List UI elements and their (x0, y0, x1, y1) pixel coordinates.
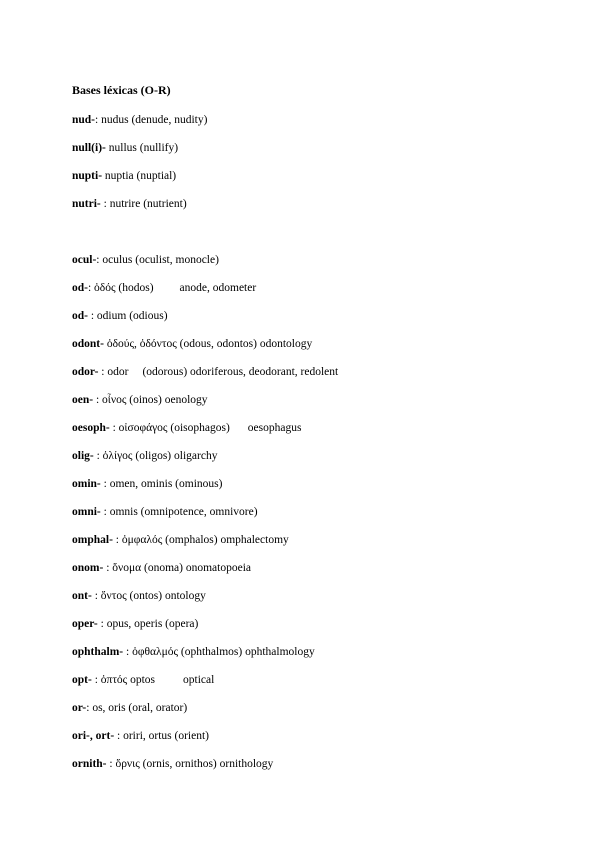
entry-base: ocul- (72, 254, 97, 266)
list-item (72, 644, 315, 660)
list-item (72, 588, 206, 604)
list-item (72, 672, 214, 688)
entry-extra: anode, odometer (179, 282, 257, 294)
entry-base: nupti- (72, 170, 103, 182)
entry-base: onom- (72, 562, 104, 574)
entry-base: ornith- (72, 758, 107, 770)
entry-base: od- (72, 310, 88, 322)
list-item (72, 252, 219, 268)
list-item (72, 168, 176, 184)
entry-text: : nudus (denude, nudity) (95, 114, 208, 126)
entry-text: : ὄνομα (onoma) onomatopoeia (103, 562, 252, 574)
entry-text: : os, oris (oral, orator) (86, 702, 188, 714)
entry-text: : ὀφθαλμός (ophthalmos) ophthalmology (123, 646, 315, 658)
entry-text: : omnis (omnipotence, omnivore) (100, 506, 258, 518)
entry-base: or- (72, 702, 87, 714)
list-item (72, 364, 338, 380)
list-item (72, 392, 208, 408)
entry-base: omin- (72, 478, 101, 490)
list-item (72, 700, 187, 716)
entry-base: oen- (72, 394, 94, 406)
list-item (72, 420, 301, 436)
list-item (72, 728, 209, 744)
entry-base: omphal- (72, 534, 113, 546)
entry-text: ὀδούς, ὀδόντος (odous, odontos) odontology (103, 338, 313, 350)
entry-text: nuptia (nuptial) (102, 170, 177, 182)
list-item (72, 308, 168, 324)
entry-base: oper- (72, 618, 98, 630)
entry-text: : οἰσοφάγος (oisophagos) (109, 422, 230, 434)
list-item (72, 560, 251, 576)
entry-base: od- (72, 282, 88, 294)
list-item (72, 504, 258, 520)
entry-text: : ὄντος (ontos) ontology (91, 590, 206, 602)
entry-text: : odium (odious) (87, 310, 168, 322)
list-item (72, 280, 256, 296)
entry-text: : oriri, ortus (orient) (114, 730, 210, 742)
entry-text: : ὀπτός optos (91, 674, 156, 686)
entry-base: nud- (72, 114, 96, 126)
list-item (72, 112, 207, 128)
entry-extra: optical (183, 674, 215, 686)
entry-text: : oculus (oculist, monocle) (96, 254, 219, 266)
list-item (72, 616, 198, 632)
list-item (72, 196, 187, 212)
entry-text: : opus, operis (opera) (97, 618, 199, 630)
list-item (72, 532, 289, 548)
entry-text: : ὀλίγος (oligos) oligarchy (93, 450, 218, 462)
entry-base: ophthalm- (72, 646, 124, 658)
entry-base: ont- (72, 590, 92, 602)
entry-extra: (odorous) odoriferous, deodorant, redolent (142, 366, 339, 378)
entry-text: : ὁδός (hodos) (87, 282, 154, 294)
entry-base: omni- (72, 506, 101, 518)
entry-base: null(i)- (72, 142, 106, 154)
entry-text: : odor (98, 366, 129, 378)
entry-text: : ὄρνις (ornis, ornithos) ornithology (106, 758, 274, 770)
list-item (72, 476, 222, 492)
entry-text: nullus (nullify) (105, 142, 179, 154)
entry-base: opt- (72, 674, 92, 686)
page-title: Bases léxicas (O-R) (72, 83, 171, 97)
list-item (72, 336, 312, 352)
entry-text: : οἶνος (oinos) oenology (93, 394, 208, 406)
entry-extra: oesophagus (247, 422, 302, 434)
list-item (72, 448, 217, 464)
list-item (72, 756, 273, 772)
entry-text: : nutrire (nutrient) (100, 198, 187, 210)
entry-text: : ὀμφαλός (omphalos) omphalectomy (112, 534, 289, 546)
list-item (72, 140, 178, 156)
entry-base: nutri- (72, 198, 101, 210)
entry-base: ori-, ort- (72, 730, 115, 742)
entry-base: odont- (72, 338, 104, 350)
entry-base: oesoph- (72, 422, 110, 434)
entry-base: olig- (72, 450, 94, 462)
entry-base: odor- (72, 366, 99, 378)
entry-text: : omen, ominis (ominous) (100, 478, 223, 490)
